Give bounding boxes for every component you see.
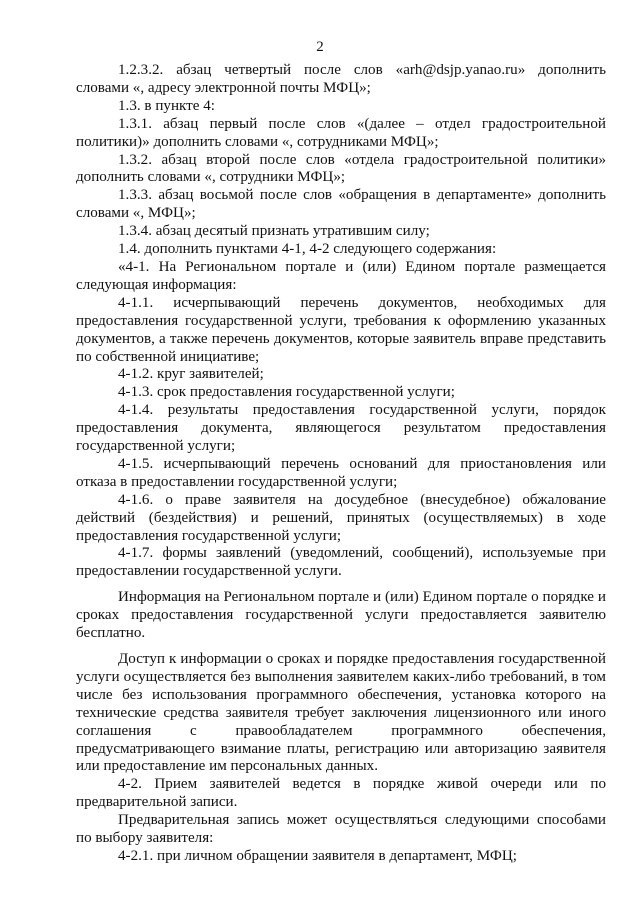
paragraph: «4-1. На Региональном портале и (или) Едином портале размещается следующая информация: bbox=[76, 258, 606, 293]
paragraph: 4-1.1. исчерпывающий перечень документов, необходимых для предоставления государственной услуги, требования к оформлению указанных документов, а также перечень документов, которые заявитель вправе представить по собственной инициативе; bbox=[76, 294, 606, 365]
paragraph: 1.4. дополнить пунктами 4-1, 4-2 следующего содержания: bbox=[118, 241, 497, 258]
document-body bbox=[76, 62, 606, 866]
paragraph: 4-1.2. круг заявителей; bbox=[118, 366, 264, 383]
paragraph: 4-2.1. при личном обращении заявителя в департамент, МФЦ; bbox=[118, 847, 517, 864]
page-number: 2 bbox=[316, 39, 324, 55]
paragraph: 1.3.2. абзац второй после слов «отдела градостроительной политики» дополнить словами «, сотрудники МФЦ»; bbox=[76, 151, 606, 186]
paragraph: 1.3.1. абзац первый после слов «(далее – отдел градостроительной политики)» дополнить словами «, сотрудниками МФЦ»; bbox=[76, 115, 606, 150]
paragraph: 4-1.5. исчерпывающий перечень оснований для приостановления или отказа в предоставлении государственной услуги; bbox=[76, 455, 606, 490]
paragraph: 4-1.4. результаты предоставления государственной услуги, порядок предоставления документа, являющегося результатом предоставления государственной услуги; bbox=[76, 402, 606, 455]
paragraph: 4-2. Прием заявителей ведется в порядке живой очереди или по предварительной записи. bbox=[76, 776, 606, 811]
paragraph: 4-1.7. формы заявлений (уведомлений, сообщений), используемые при предоставлении государственной услуги. bbox=[76, 545, 606, 580]
paragraph: Информация на Региональном портале и (или) Едином портале о порядке и сроках предоставления государственной услуги предоставляется заявителю бесплатно. bbox=[76, 589, 606, 642]
paragraph: Предварительная запись может осуществляться следующими способами по выбору заявителя: bbox=[76, 812, 606, 847]
paragraph: 4-1.6. о праве заявителя на досудебное (внесудебное) обжалование действий (бездействия) и решений, принятых (осуществляемых) в ходе предоставления государственной услуги; bbox=[76, 491, 606, 544]
paragraph: Доступ к информации о сроках и порядке предоставления государственной услуги осуществляется без выполнения заявителем каких-либо требований, в том числе без использования программного обеспечения, установка которого на технические средства заявителя требует заключения лицензионного или иного соглашения с правообладателем программного обеспечения, предусматривающего взимание платы, регистрацию или авторизацию заявителя или предоставление им персональных данных. bbox=[76, 651, 606, 775]
paragraph: 1.3.4. абзац десятый признать утратившим силу; bbox=[118, 223, 430, 240]
paragraph: 1.2.3.2. абзац четвертый после слов «arh@dsjp.yanao.ru» дополнить словами «, адресу электронной почты МФЦ»; bbox=[76, 62, 606, 96]
paragraph: 1.3.3. абзац восьмой после слов «обращения в департаменте» дополнить словами «, МФЦ»; bbox=[76, 187, 606, 222]
paragraph: 1.3. в пункте 4: bbox=[118, 97, 215, 114]
paragraph: 4-1.3. срок предоставления государственной услуги; bbox=[118, 384, 455, 401]
